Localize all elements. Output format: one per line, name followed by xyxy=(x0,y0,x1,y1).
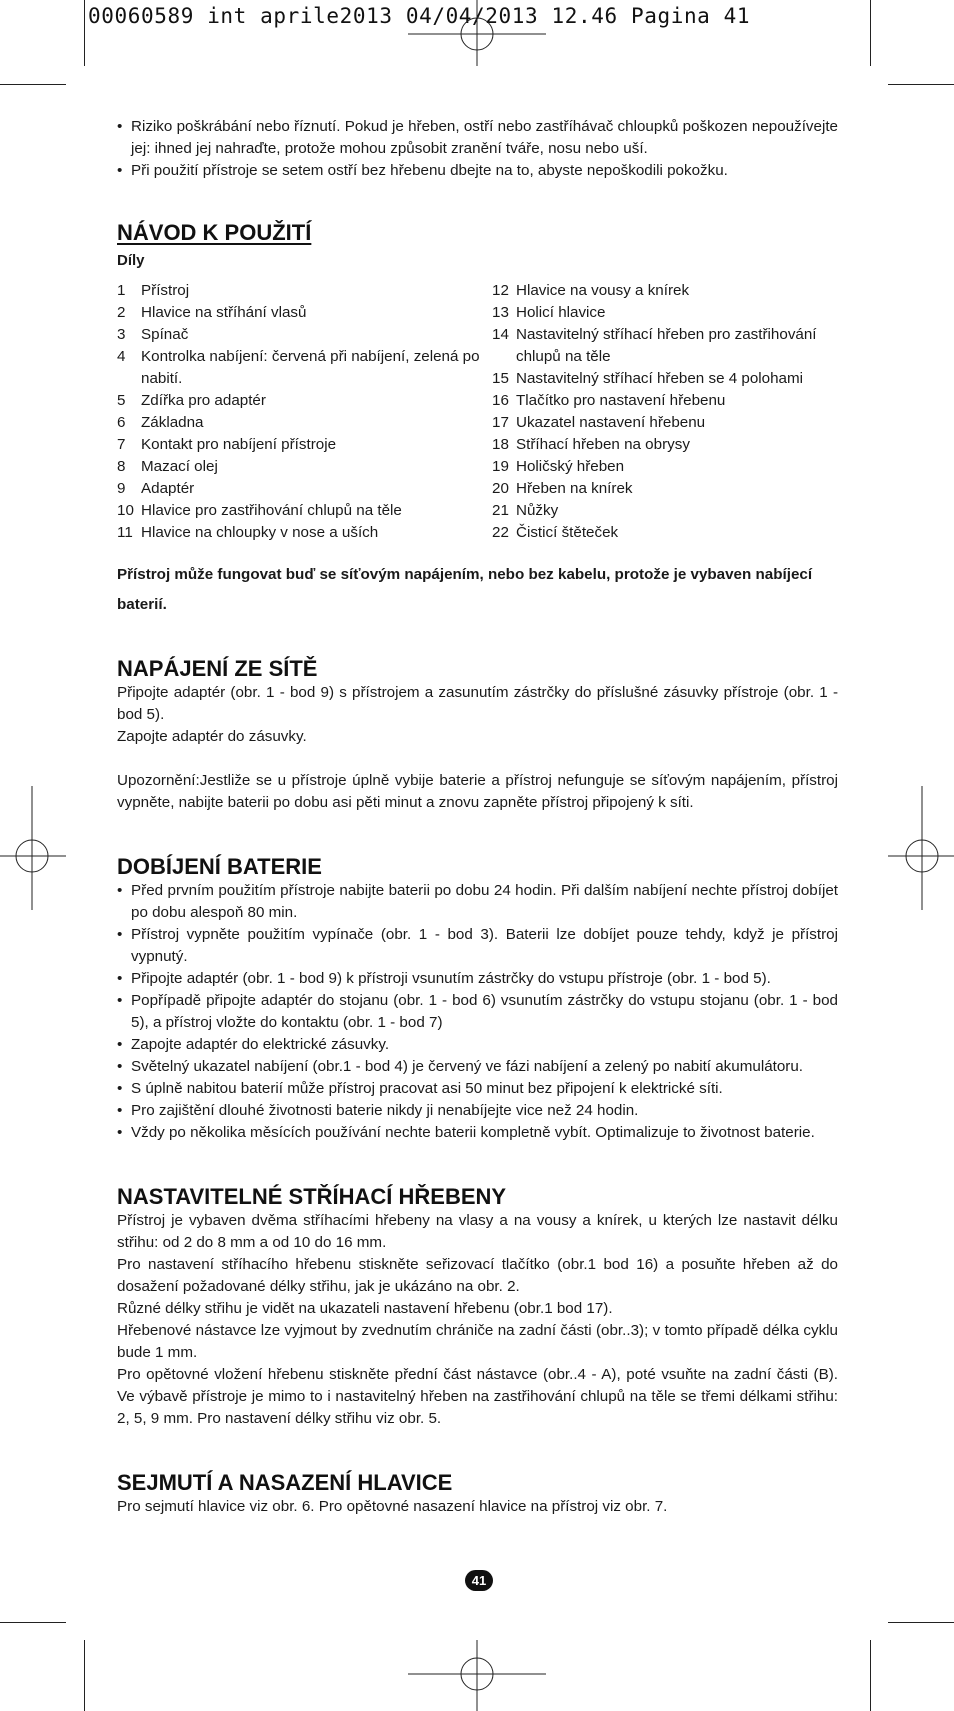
paragraph: Pro opětovné vložení hřebenu stiskněte přední část nástavce (obr..4 - A), poté vsuňte na zadní části (B). Ve výbavě přístroje je mimo to i nastavitelný hřeben na zastřihování chlupů na těle se třemi délkami střihu: 2, 5, 9 mm. Pro nastavení délky střihu viz obr. 5. xyxy=(117,1366,838,1427)
crop-mark xyxy=(0,84,66,85)
part-number: 22 xyxy=(492,524,509,541)
parts-label: Díly xyxy=(117,252,145,269)
part-number: 11 xyxy=(117,524,133,541)
part-label: Hlavice pro zastřihování chlupů na těle xyxy=(141,502,402,519)
list-item xyxy=(492,434,838,456)
registration-mark-icon xyxy=(888,786,954,910)
list-item xyxy=(117,302,492,324)
part-number: 1 xyxy=(117,282,126,299)
part-number: 18 xyxy=(492,436,509,453)
list-item xyxy=(117,324,492,346)
list-item: • Při použití přístroje se setem ostří bez hřebenu dbejte na to, abyste nepoškodili pokožku. xyxy=(117,160,838,182)
warning-list xyxy=(117,116,838,182)
combs-section xyxy=(117,1184,838,1430)
list-item: • Zapojte adaptér do elektrické zásuvky. xyxy=(117,1034,838,1056)
paragraph: Připojte adaptér (obr. 1 - bod 9) s přístrojem a zasunutím zástrčky do příslušné zásuvky přístroje (obr. 1 - bod 5). xyxy=(117,684,838,723)
part-label: Čisticí štěteček xyxy=(516,524,619,541)
crop-mark xyxy=(0,1622,66,1623)
mains-section xyxy=(117,656,838,814)
list-item xyxy=(492,522,838,544)
list-item xyxy=(492,390,838,412)
list-item: • Vždy po několika měsících používání nechte baterii kompletně vybít. Optimalizuje to životnost baterie. xyxy=(117,1122,838,1144)
crop-mark xyxy=(870,1640,871,1711)
part-number: 7 xyxy=(117,436,126,453)
section-title: NÁVOD K POUŽITÍ xyxy=(117,220,312,245)
list-item: • Připojte adaptér (obr. 1 - bod 9) k přístroji vsunutím zástrčky do vstupu přístroje (obr. 1 - bod 5). xyxy=(117,968,838,990)
section-title: NASTAVITELNÉ STŘÍHACÍ HŘEBENY xyxy=(117,1184,507,1209)
parts-column-left xyxy=(117,280,492,544)
list-item xyxy=(117,390,492,412)
part-number: 15 xyxy=(492,370,509,387)
registration-mark-icon xyxy=(400,0,554,66)
part-label: Kontakt pro nabíjení přístroje xyxy=(141,436,337,453)
parts-column-right xyxy=(492,280,838,544)
section-title: SEJMUTÍ A NASAZENÍ HLAVICE xyxy=(117,1470,453,1495)
combs-paragraphs xyxy=(117,1210,838,1430)
part-label: Hlavice na stříhání vlasů xyxy=(141,304,307,321)
part-number: 9 xyxy=(117,480,126,497)
list-item xyxy=(492,324,838,368)
list-item: • Pro zajištění dlouhé životnosti baterie nikdy ji nenabíjejte vice než 24 hodin. xyxy=(117,1100,838,1122)
list-item xyxy=(492,280,838,302)
page-number: 41 xyxy=(465,1570,493,1591)
list-item xyxy=(117,412,492,434)
section-title: NAPÁJENÍ ZE SÍTĚ xyxy=(117,656,318,681)
registration-mark-icon xyxy=(0,786,66,910)
part-label: Ukazatel nastavení hřebenu xyxy=(516,414,706,431)
list-item: • Před prvním použitím přístroje nabijte baterii po dobu 24 hodin. Při dalším nabíjení nechte přístroj dobíjet po dobu alespoň 80 min. xyxy=(117,880,838,924)
part-number: 17 xyxy=(492,414,509,431)
list-item xyxy=(492,500,838,522)
part-number: 3 xyxy=(117,326,126,343)
part-label: Kontrolka nabíjení: červená při nabíjení, zelená po nabití. xyxy=(141,348,480,387)
print-slug: 00060589 int aprile2013 04/04/2013 12.46 Pagina 41 xyxy=(88,4,751,28)
list-item xyxy=(492,412,838,434)
paragraph: Hřebenové nástavce lze vyjmout by zvednutím chrániče na zadní části (obr..3); v tomto případě délka cyklu bude 1 mm. xyxy=(117,1322,838,1361)
paragraph: Upozornění:Jestliže se u přístroje úplně vybije baterie a přístroj nefunguje se síťovým napájením, přístroj vypněte, nabijte baterii po dobu asi pěti minut a znovu zapněte přístroj připojený k síti. xyxy=(117,772,838,811)
page-content xyxy=(117,116,838,1518)
part-number: 14 xyxy=(492,326,509,343)
part-label: Přístroj xyxy=(141,282,190,299)
list-item xyxy=(492,368,838,390)
list-item xyxy=(117,434,492,456)
crop-mark xyxy=(84,1640,85,1711)
part-label: Holicí hlavice xyxy=(516,304,606,321)
power-note: Přístroj může fungovat buď se síťovým napájením, nebo bez kabelu, protože je vybaven nabíjecí baterií. xyxy=(117,566,813,613)
crop-mark xyxy=(888,1622,954,1623)
crop-mark xyxy=(870,0,871,66)
part-number: 21 xyxy=(492,502,509,519)
crop-mark xyxy=(84,0,85,66)
part-number: 8 xyxy=(117,458,126,475)
list-item xyxy=(117,478,492,500)
part-number: 13 xyxy=(492,304,509,321)
list-item: • Popřípadě připojte adaptér do stojanu (obr. 1 - bod 6) vsunutím zástrčky do vstupu stojanu (obr. 1 - bod 5), a přístroj vložte do kontaktu (obr. 1 - bod 7) xyxy=(117,990,838,1034)
part-number: 4 xyxy=(117,348,126,365)
part-label: Tlačítko pro nastavení hřebenu xyxy=(516,392,726,409)
part-number: 10 xyxy=(117,502,134,519)
list-item: • S úplně nabitou baterií může přístroj pracovat asi 50 minut bez připojení k elektrické síti. xyxy=(117,1078,838,1100)
part-label: Nůžky xyxy=(516,502,559,519)
instructions-section xyxy=(117,220,838,620)
part-label: Hlavice na chloupky v nose a uších xyxy=(141,524,379,541)
part-number: 6 xyxy=(117,414,126,431)
paragraph: Různé délky střihu je vidět na ukazateli nastavení hřebenu (obr.1 bod 17). xyxy=(117,1300,613,1317)
part-label: Nastavitelný stříhací hřeben se 4 polohami xyxy=(516,370,804,387)
list-item xyxy=(492,456,838,478)
list-item xyxy=(117,346,492,390)
section-title: DOBÍJENÍ BATERIE xyxy=(117,854,322,879)
list-item xyxy=(117,456,492,478)
list-item xyxy=(492,302,838,324)
list-item xyxy=(117,280,492,302)
list-item xyxy=(117,522,492,544)
part-label: Hřeben na knírek xyxy=(516,480,633,497)
part-label: Holičský hřeben xyxy=(516,458,625,475)
part-number: 19 xyxy=(492,458,509,475)
part-number: 20 xyxy=(492,480,509,497)
paragraph: Zapojte adaptér do zásuvky. xyxy=(117,728,307,745)
part-label: Nastavitelný stříhací hřeben pro zastřihování chlupů na těle xyxy=(516,326,817,365)
list-item: • Světelný ukazatel nabíjení (obr.1 - bod 4) je červený ve fázi nabíjení a zelený po nabití akumulátoru. xyxy=(117,1056,838,1078)
part-label: Adaptér xyxy=(141,480,195,497)
paragraph: Přístroj je vybaven dvěma stříhacími hřebeny na vlasy a na vousy a knírek, u kterých lze nastavit délku střihu: od 2 do 8 mm a od 10 do 16 mm. xyxy=(117,1212,838,1251)
part-label: Stříhací hřeben na obrysy xyxy=(516,436,690,453)
part-number: 16 xyxy=(492,392,509,409)
registration-mark-icon xyxy=(400,1640,554,1711)
part-number: 2 xyxy=(117,304,126,321)
part-label: Základna xyxy=(141,414,204,431)
charging-list xyxy=(117,880,838,1144)
list-item: • Přístroj vypněte použitím vypínače (obr. 1 - bod 3). Baterii lze dobíjet pouze tehdy, když je přístroj vypnutý. xyxy=(117,924,838,968)
parts-list xyxy=(117,280,838,544)
part-label: Zdířka pro adaptér xyxy=(141,392,266,409)
part-number: 5 xyxy=(117,392,126,409)
list-item: • Riziko poškrábání nebo říznutí. Pokud je hřeben, ostří nebo zastříhávač chloupků poškozen nepoužívejte jej: ihned jej nahraďte, protože mohou způsobit zranění tváře, nosu nebo uší. xyxy=(117,116,838,160)
crop-mark xyxy=(888,84,954,85)
charging-section xyxy=(117,854,838,1144)
list-item xyxy=(117,500,492,522)
paragraph: Pro nastavení stříhacího hřebenu stiskněte seřizovací tlačítko (obr.1 bod 16) a posuňte hřeben až do dosažení požadované délky střihu, jak je ukázáno na obr. 2. xyxy=(117,1256,838,1295)
part-number: 12 xyxy=(492,282,509,299)
part-label: Spínač xyxy=(141,326,189,343)
heads-section xyxy=(117,1470,838,1518)
part-label: Mazací olej xyxy=(141,458,218,475)
paragraph: Pro sejmutí hlavice viz obr. 6. Pro opětovné nasazení hlavice na přístroj viz obr. 7. xyxy=(117,1498,668,1515)
list-item xyxy=(492,478,838,500)
part-label: Hlavice na vousy a knírek xyxy=(516,282,690,299)
